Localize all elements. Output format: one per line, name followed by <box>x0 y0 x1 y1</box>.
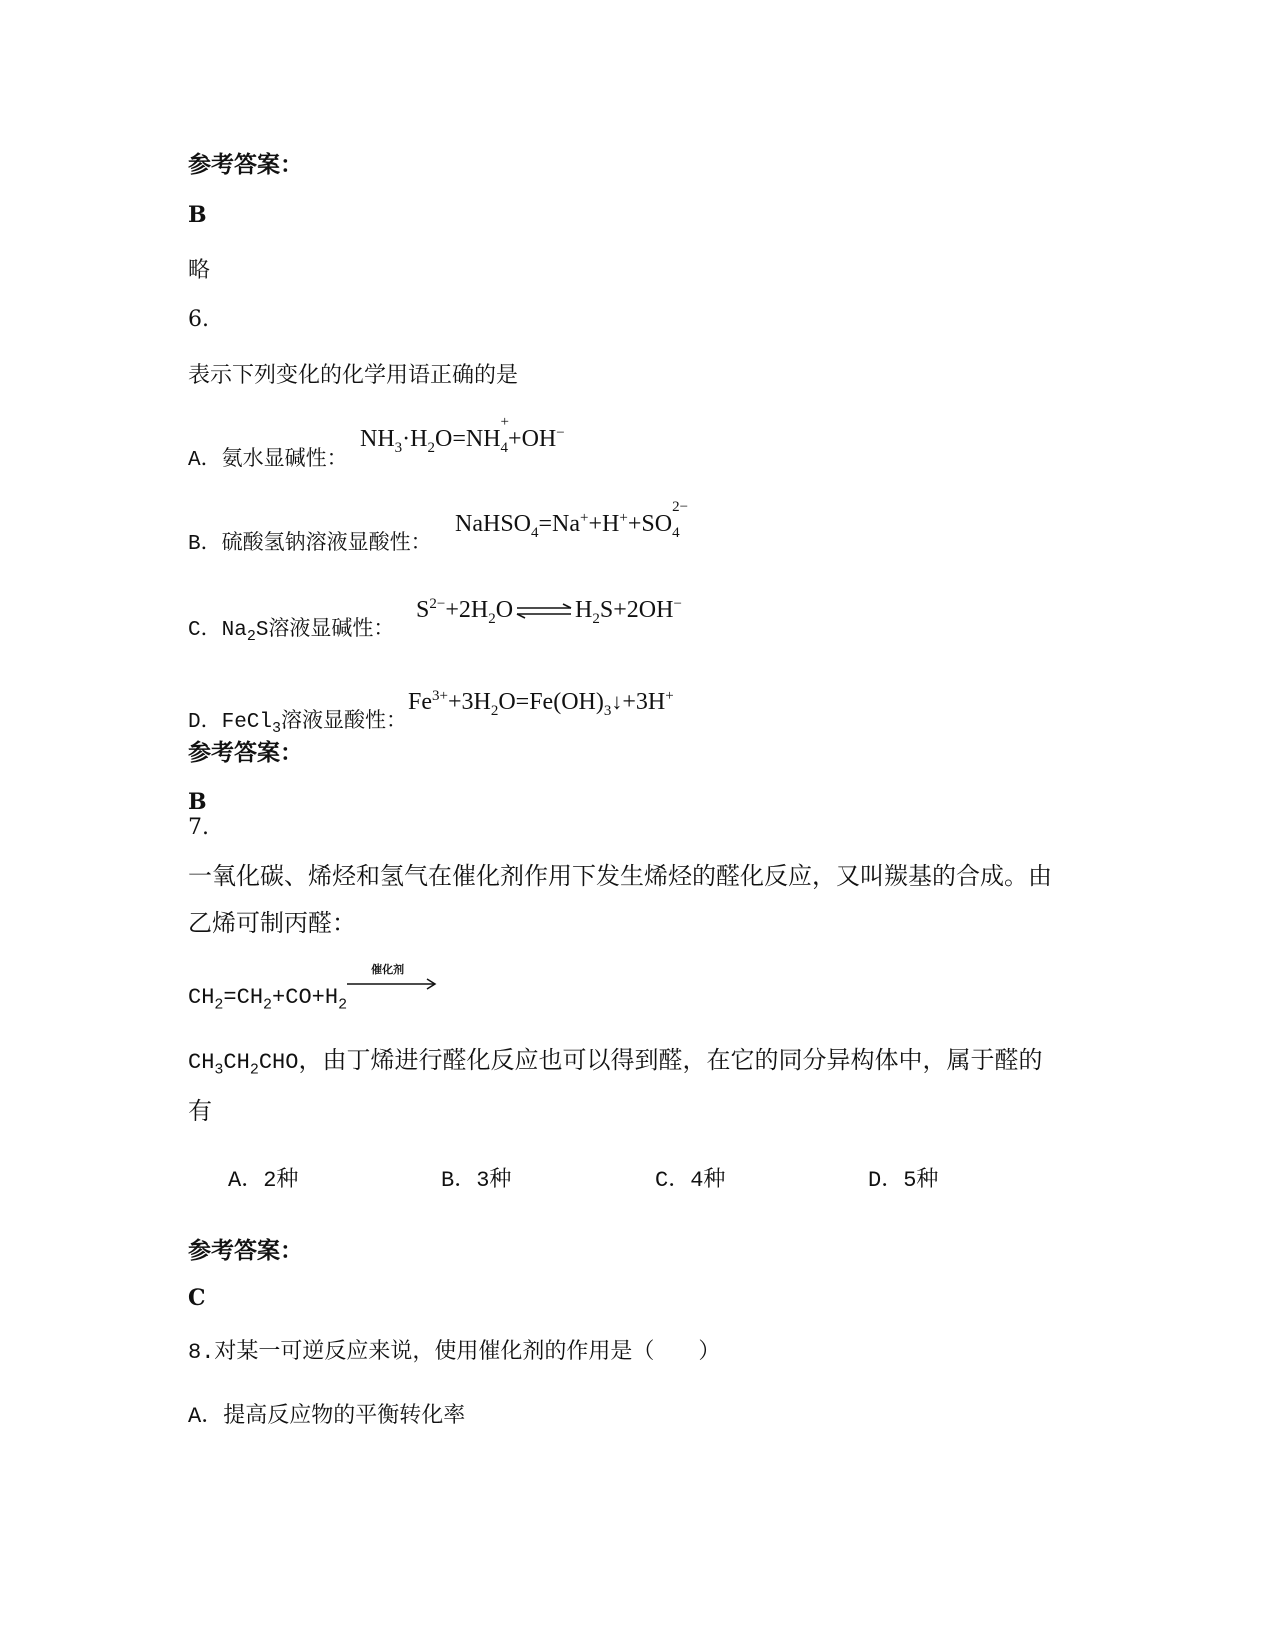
product-line2: 有 <box>188 1097 212 1125</box>
catalyst-label: 催化剂 <box>371 963 405 976</box>
product-line: $CH_3CH_2CHO$，由丁烯进行醛化反应也可以得到醛，在它的同分异构体中，属于醛的 <box>188 1046 1043 1079</box>
option-c-label: C．$Na_2S$溶液显碱性： <box>188 619 395 646</box>
question-stem: 表示下列变化的化学用语正确的是 <box>188 363 519 388</box>
option-a-formula: $NH_3\cdot H_2O=NH$ + $_4$+OH− <box>360 414 565 456</box>
option-b-label: B．硫酸氢钠溶液显酸性： <box>188 533 432 556</box>
question-stem-line1: 一氧化碳、烯烃和氢气在催化剂作用下发生烯烃的醛化反应，又叫羰基的合成。由 <box>188 862 1052 890</box>
option-d-formula: $Fe^{3+}+3H_2O=Fe(OH)_3↓+3H^+$ <box>408 688 674 719</box>
option-a: A．提高反应物的平衡转化率 <box>188 1404 466 1429</box>
answer-explanation: 略 <box>188 258 211 283</box>
reaction-arrow-icon <box>347 977 439 991</box>
answer-value: B <box>188 789 207 815</box>
answer-value: C <box>188 1285 206 1311</box>
choice-a: A．2种 <box>228 1168 299 1193</box>
question-number: 7. <box>188 815 209 840</box>
answer-heading: 参考答案： <box>188 1238 303 1264</box>
option-d-label: D．FeCl$_3$溶液显酸性： <box>188 711 408 738</box>
reversible-arrow-icon <box>513 603 575 619</box>
answer-value: B <box>188 202 207 228</box>
choice-d: D．5种 <box>868 1168 939 1193</box>
answer-heading: 参考答案： <box>188 740 303 766</box>
option-b-formula: NaHSO$_4$=Na++H++SO 2− $_4$ <box>455 499 689 541</box>
answer-heading: 参考答案： <box>188 152 303 178</box>
choice-b: B．3种 <box>441 1168 512 1193</box>
option-c-formula: $S^{2-}+2H_2O$ $H_2S+2OH^-$ <box>416 596 682 627</box>
reaction-equation: $CH_2=CH_2+CO+H_2$ 催化剂 <box>188 983 439 1013</box>
question-number: 6. <box>188 307 209 332</box>
question-stem: 8.对某一可逆反应来说，使用催化剂的作用是（ ） <box>188 1340 721 1365</box>
question-stem-line2: 乙烯可制丙醛： <box>188 909 356 937</box>
option-a-label: A．氨水显碱性： <box>188 449 348 472</box>
choice-c: C．4种 <box>655 1168 726 1193</box>
